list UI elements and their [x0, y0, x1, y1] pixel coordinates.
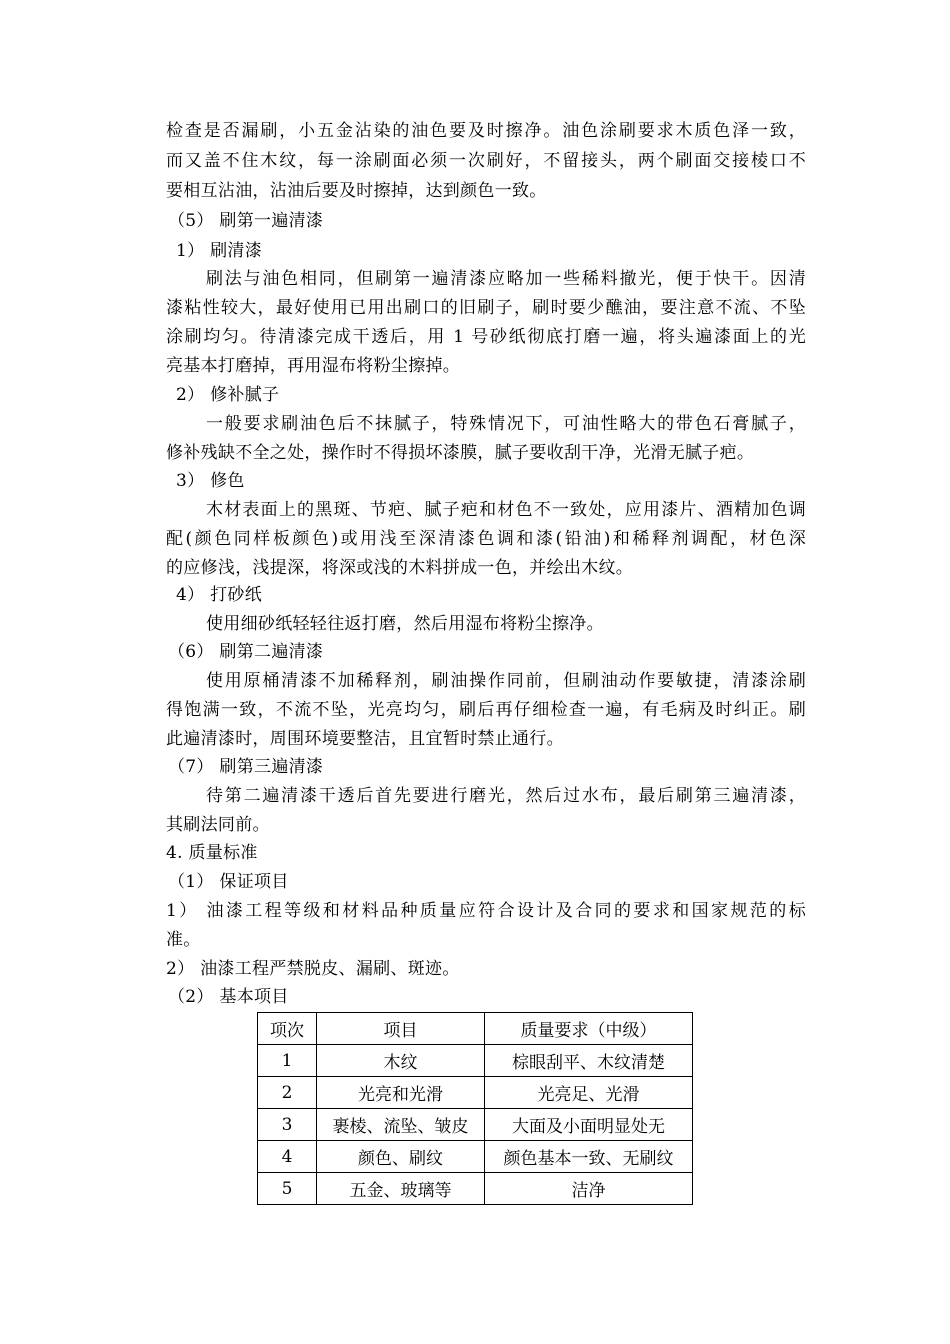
section-heading-quality: 4. 质量标准 — [166, 843, 258, 863]
paragraph-line: 检查是否漏刷，小五金沾染的油色要及时擦净。油色涂刷要求木质色泽一致， — [166, 121, 806, 141]
sub-heading-basic: （2） 基本项目 — [168, 987, 289, 1007]
sub-heading-1: 1） 刷清漆 — [176, 241, 263, 261]
table-cell: 棕眼刮平、木纹清楚 — [485, 1045, 693, 1077]
table-row — [258, 1173, 693, 1205]
table-cell: 3 — [258, 1109, 317, 1141]
paragraph-line: 使用细砂纸轻轻往返打磨，然后用湿布将粉尘擦净。 — [206, 614, 604, 634]
table-row — [258, 1077, 693, 1109]
section-heading-7: （7） 刷第三遍清漆 — [168, 757, 324, 777]
table-header-cell: 项目 — [317, 1013, 485, 1045]
paragraph-line: 修补残缺不全之处，操作时不得损坏漆膜，腻子要收刮干净，光滑无腻子疤。 — [166, 443, 755, 463]
paragraph-line: 使用原桶清漆不加稀释剂，刷油操作同前，但刷油动作要敏捷，清漆涂刷 — [206, 671, 806, 691]
table-cell: 洁净 — [485, 1173, 693, 1205]
paragraph-line: 涂刷均匀。待清漆完成干透后，用 1 号砂纸彻底打磨一遍，将头遍漆面上的光 — [166, 327, 806, 347]
paragraph-line: 亮基本打磨掉，再用湿布将粉尘擦掉。 — [166, 356, 461, 376]
table-row — [258, 1045, 693, 1077]
paragraph-line: 准。 — [166, 930, 201, 950]
table-cell: 1 — [258, 1045, 317, 1077]
table-row — [258, 1141, 693, 1173]
table-cell: 光亮和光滑 — [317, 1077, 485, 1109]
sub-heading-4: 4） 打砂纸 — [176, 585, 263, 605]
table-cell: 大面及小面明显处无 — [485, 1109, 693, 1141]
table-cell: 木纹 — [317, 1045, 485, 1077]
table-cell: 颜色、刷纹 — [317, 1141, 485, 1173]
table-header-row — [258, 1013, 693, 1045]
paragraph-line: 木材表面上的黑斑、节疤、腻子疤和材色不一致处，应用漆片、酒精加色调 — [206, 500, 806, 520]
table-cell: 光亮足、光滑 — [485, 1077, 693, 1109]
table-row — [258, 1109, 693, 1141]
table-header-cell: 质量要求（中级） — [485, 1013, 693, 1045]
table-cell: 2 — [258, 1077, 317, 1109]
quality-table — [257, 1012, 693, 1205]
paragraph-line: 要相互沾油，沾油后要及时擦掉，达到颜色一致。 — [166, 181, 547, 201]
sub-heading-guarantee: （1） 保证项目 — [168, 872, 289, 892]
section-heading-5: （5） 刷第一遍清漆 — [168, 211, 324, 231]
table-cell: 5 — [258, 1173, 317, 1205]
paragraph-line: 待第二遍清漆干透后首先要进行磨光，然后过水布，最后刷第三遍清漆， — [206, 786, 806, 806]
paragraph-line: 其刷法同前。 — [166, 815, 270, 835]
sub-heading-2: 2） 修补腻子 — [176, 385, 280, 405]
table-header-cell: 项次 — [258, 1013, 317, 1045]
paragraph-line: 一般要求刷油色后不抹腻子，特殊情况下，可油性略大的带色石膏腻子， — [206, 414, 806, 434]
paragraph-line: 1） 油漆工程等级和材料品种质量应符合设计及合同的要求和国家规范的标 — [166, 901, 806, 921]
paragraph-line: 得饱满一致，不流不坠，光亮均匀，刷后再仔细检查一遍，有毛病及时纠正。刷 — [166, 700, 806, 720]
table-cell: 五金、玻璃等 — [317, 1173, 485, 1205]
paragraph-line: 此遍清漆时，周围环境要整洁，且宜暂时禁止通行。 — [166, 729, 564, 749]
table-cell: 4 — [258, 1141, 317, 1173]
sub-heading-3: 3） 修色 — [176, 471, 245, 491]
paragraph-line: 的应修浅，浅提深，将深或浅的木料拼成一色，并绘出木纹。 — [166, 558, 634, 578]
table-cell: 裹棱、流坠、皱皮 — [317, 1109, 485, 1141]
section-heading-6: （6） 刷第二遍清漆 — [168, 642, 324, 662]
paragraph-line: 配(颜色同样板颜色)或用浅至深清漆色调和漆(铅油)和稀释剂调配，材色深 — [166, 529, 806, 549]
table-cell: 颜色基本一致、无刷纹 — [485, 1141, 693, 1173]
paragraph-line: 漆粘性较大，最好使用已用出刷口的旧刷子，刷时要少醮油，要注意不流、不坠 — [166, 298, 806, 318]
paragraph-line: 刷法与油色相同，但刷第一遍清漆应略加一些稀料撤光，便于快干。因清 — [206, 269, 806, 289]
paragraph-line: 而又盖不住木纹，每一涂刷面必须一次刷好，不留接头，两个刷面交接棱口不 — [166, 151, 806, 171]
paragraph-line: 2） 油漆工程严禁脱皮、漏刷、斑迹。 — [166, 959, 460, 979]
